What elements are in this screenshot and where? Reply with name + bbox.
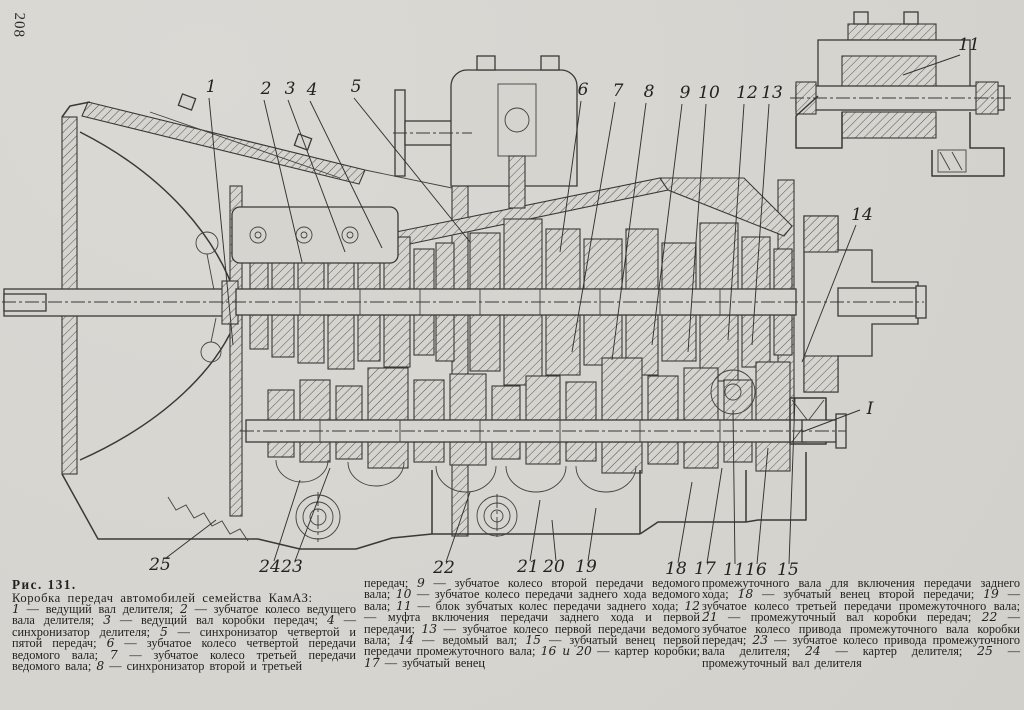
callout-25: 25 (149, 555, 171, 575)
callout-23: 23 (281, 557, 303, 576)
page-number: 208 (10, 12, 28, 39)
figure-caption (0, 576, 1024, 710)
callout-1: 1 (205, 77, 217, 97)
callout-10: 10 (698, 83, 720, 103)
divider-top-cover (232, 207, 398, 263)
shift-control-tower (393, 56, 577, 208)
callout-14: 14 (851, 205, 873, 225)
callout-7: 7 (612, 81, 624, 101)
callout-19: 19 (575, 557, 597, 576)
callout-20: 20 (543, 557, 565, 576)
callout-17: 17 (694, 559, 716, 576)
callout-18: 18 (665, 559, 687, 576)
callout-8: 8 (643, 82, 655, 102)
callout-13: 13 (761, 83, 783, 103)
callout-2: 2 (260, 79, 272, 99)
callout-15: 15 (777, 560, 799, 576)
callout-21: 21 (517, 557, 539, 576)
case-bottom (258, 452, 806, 549)
legend-column-1: 1 — ведущий вал делителя; 2 — зубчатое колесо ведущего вала делителя; 3 — ведущий вал коробки передач; 4 — синхронизатор делителя; 5 — синхронизатор четвертой и пятой передач; 6 — зубчатое колесо четвертой передачи ведомого вала; 7 — зубчатое колесо третьей передачи ведомого вала; 8 — синхронизатор второй и третьей (12, 602, 357, 674)
callout-6: 6 (577, 80, 589, 100)
callout-11-inset: 11 (958, 35, 980, 55)
callout-3: 3 (284, 79, 296, 99)
callout-view-I: I (866, 399, 874, 419)
caption-column-1 (12, 578, 356, 672)
callout-9: 9 (679, 83, 691, 103)
legend-column-3: промежуточного вала для включения передачи заднего хода; 18 — зубчатый венец второй передачи; 19 — зубчатое колесо третьей передачи промежуточного вала; 21 — промежуточный вал коробки передач; 22 — зубчатое колесо привода промежуточного вала коробки передач; 23 — зубчатое колесо привода промежуточного вала делителя; 24 — картер делителя; 25 — промежуточный вал делителя (702, 576, 1020, 670)
callout-11-bottom: 11 (723, 560, 745, 576)
callout-4: 4 (306, 80, 318, 100)
callout-12: 12 (736, 83, 758, 103)
callout-16: 16 (745, 560, 767, 576)
callout-22: 22 (433, 558, 455, 576)
callout-5: 5 (350, 77, 362, 97)
figure-title: Коробка передач автомобилей семейства КамАЗ: (12, 591, 313, 605)
callout-24: 24 (259, 557, 281, 576)
figure-label: Рис. 131. (12, 577, 77, 592)
legend-column-2: передач; 9 — зубчатое колесо второй передачи ведомого вала; 10 — зубчатое колесо передачи заднего хода ведомого вала; 11 — блок зубчатых колес передачи заднего хода; 12 — муфта включения передачи заднего хода и первой передачи; 13 — зубчатое колесо первой передачи ведомого вала; 14 — ведомый вал; 15 — зубчатый венец первой передачи промежуточного вала; 16 и 20 — картер коробки; 17 — зубчатый венец (364, 576, 700, 670)
